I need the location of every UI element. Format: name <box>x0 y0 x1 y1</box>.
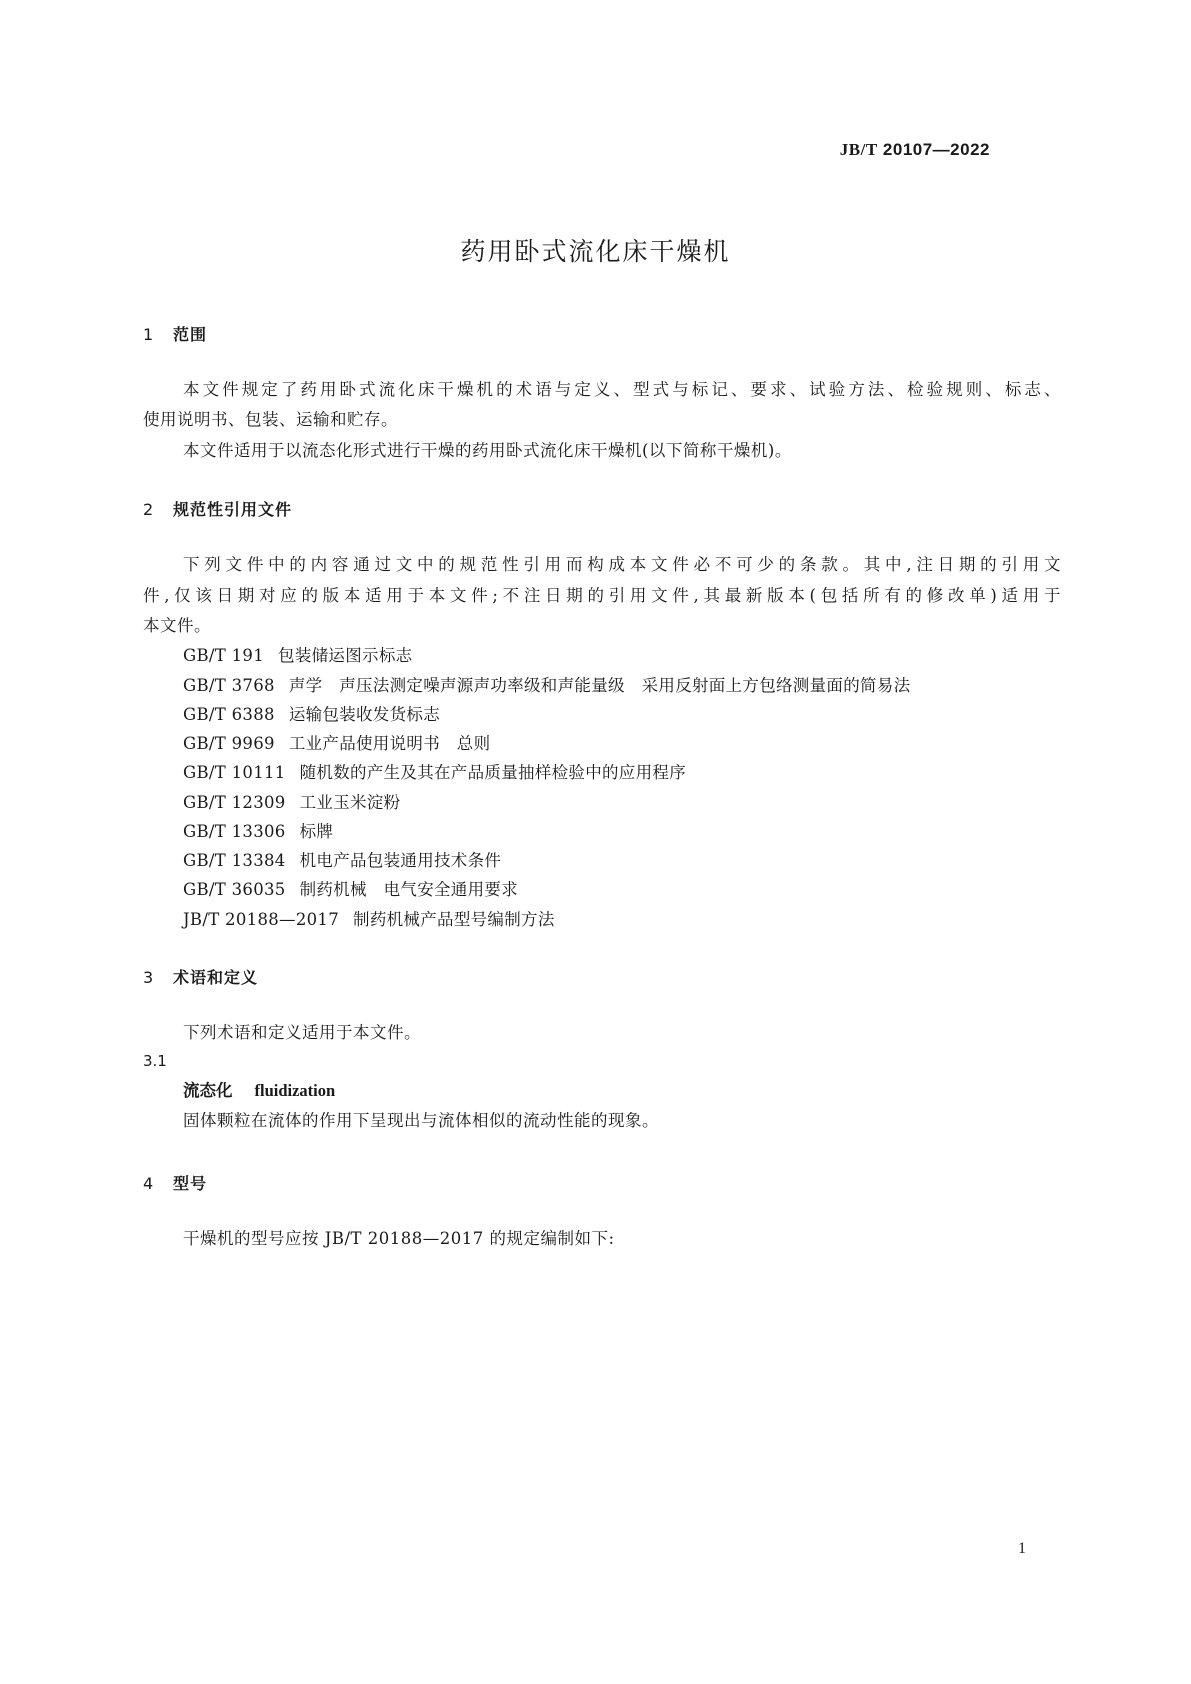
reference-code: GB/T 191 <box>183 646 265 665</box>
term-definition: 固体颗粒在流体的作用下呈现出与流体相似的流动性能的现象。 <box>183 1111 659 1130</box>
page-number: 1 <box>1018 1540 1026 1557</box>
section-4-heading <box>143 1171 207 1194</box>
refs-para-line-2: 件,仅该日期对应的版本适用于本文件;不注日期的引用文件,其最新版本(包括所有的修改单)适用于 <box>143 586 1061 605</box>
reference-code: JB/T 20188—2017 <box>183 910 340 929</box>
reference-item <box>183 789 400 813</box>
reference-title: 工业产品使用说明书 总则 <box>288 734 491 753</box>
reference-item <box>183 730 490 754</box>
reference-title: 声学 声压法测定噪声源声功率级和声能量级 采用反射面上方包络测量面的简易法 <box>288 676 911 695</box>
standard-prefix: JB/T <box>839 140 878 159</box>
scope-para-1-line-2: 使用说明书、包装、运输和贮存。 <box>143 410 398 429</box>
section-number: 1 <box>143 325 155 344</box>
reference-title: 运输包装收发货标志 <box>288 705 441 724</box>
scope-para-2: 本文件适用于以流态化形式进行干燥的药用卧式流化床干燥机(以下简称干燥机)。 <box>183 441 792 460</box>
section-1-heading <box>143 322 207 345</box>
section-title: 型号 <box>173 1174 208 1193</box>
terms-intro: 下列术语和定义适用于本文件。 <box>183 1023 421 1042</box>
section-number: 4 <box>143 1174 155 1193</box>
reference-title: 机电产品包装通用技术条件 <box>299 851 502 870</box>
section-number: 3 <box>143 968 155 987</box>
reference-item <box>183 642 412 666</box>
reference-title: 随机数的产生及其在产品质量抽样检验中的应用程序 <box>299 763 687 782</box>
reference-title: 标牌 <box>299 822 334 841</box>
reference-code: GB/T 6388 <box>183 705 275 724</box>
reference-item <box>183 701 440 725</box>
reference-title: 制药机械产品型号编制方法 <box>353 910 555 929</box>
scope-para-1-line-1: 本文件规定了药用卧式流化床干燥机的术语与定义、型式与标记、要求、试验方法、检验规则、标志、 <box>183 380 1061 399</box>
reference-code: GB/T 36035 <box>183 880 286 899</box>
reference-item <box>183 847 501 871</box>
standard-number <box>840 140 990 160</box>
reference-code: GB/T 13384 <box>183 851 286 870</box>
model-para: 干燥机的型号应按 JB/T 20188—2017 的规定编制如下: <box>183 1229 615 1248</box>
term-english: fluidization <box>254 1081 336 1100</box>
reference-item <box>183 759 686 783</box>
section-title: 范围 <box>173 325 208 344</box>
refs-para-line-3: 本文件。 <box>143 616 211 635</box>
reference-code: GB/T 13306 <box>183 822 286 841</box>
section-title: 规范性引用文件 <box>173 500 293 519</box>
document-title: 药用卧式流化床干燥机 <box>460 237 731 266</box>
reference-item <box>183 906 555 930</box>
reference-code: GB/T 12309 <box>183 793 286 812</box>
reference-item <box>183 818 333 842</box>
reference-title: 包装储运图示标志 <box>278 646 413 665</box>
reference-code: GB/T 3768 <box>183 676 275 695</box>
reference-item <box>183 672 910 696</box>
term-entry <box>183 1077 335 1101</box>
term-chinese: 流态化 <box>183 1081 233 1100</box>
section-title: 术语和定义 <box>173 968 259 987</box>
standard-code: 20107—2022 <box>882 140 990 159</box>
reference-code: GB/T 10111 <box>183 763 286 782</box>
section-number: 2 <box>143 500 155 519</box>
reference-code: GB/T 9969 <box>183 734 275 753</box>
refs-para-line-1: 下列文件中的内容通过文中的规范性引用而构成本文件必不可少的条款。其中,注日期的引用文 <box>183 555 1061 574</box>
term-number: 3.1 <box>143 1052 167 1070</box>
section-2-heading <box>143 497 292 520</box>
reference-title: 制药机械 电气安全通用要求 <box>299 880 519 899</box>
reference-title: 工业玉米淀粉 <box>299 793 401 812</box>
reference-item <box>183 876 518 900</box>
section-3-heading <box>143 965 258 988</box>
